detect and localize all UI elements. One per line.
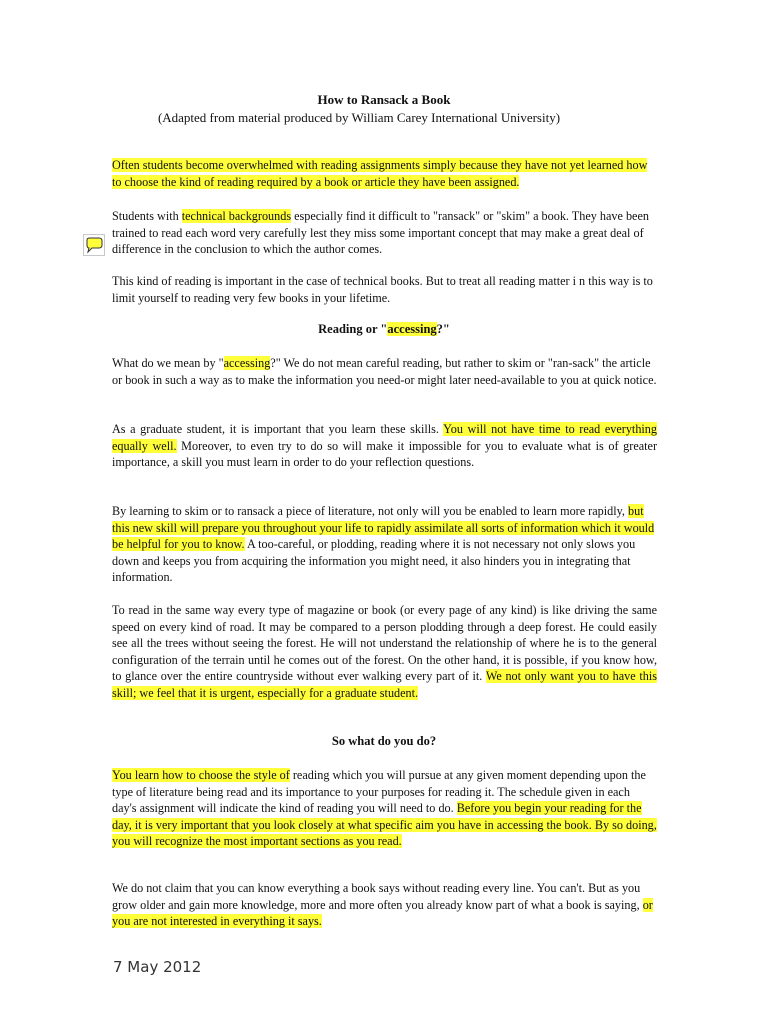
text-run: What do we mean by ": [112, 356, 224, 370]
text-run: To read in the same way every type of magazine or book (or every page of any kind) is like driving the same speed on every kind of road. It may be compared to a person plodding through a deep forest. He could easily see all the trees without seeing the forest. He will not understand the relationship of where he is to the general configuration of the terrain until he comes out of the forest. On the other hand, it is possible, if you know how, to glance over the entire countryside without ever walking every part of it.: [112, 603, 657, 684]
highlight: but this new skill will prepare you throughout your life to rapidly assimilate all sorts of information which it would be helpful for you to know.: [112, 504, 655, 552]
highlight: Often students become overwhelmed with reading assignments simply because they have not yet learned how to choose the kind of reading required by a book or article they have been assigned.: [112, 158, 648, 189]
paragraph-2: [112, 208, 657, 258]
highlight: accessing: [223, 356, 271, 370]
paragraph-1: [112, 157, 657, 190]
text-run: As a graduate student, it is important that you learn these skills.: [112, 422, 444, 436]
highlight: You learn how to choose the style of: [112, 768, 290, 782]
paragraph-8: [112, 767, 657, 850]
text-run: Students with: [112, 209, 182, 223]
text-run: Moreover, to even try to do so will make it impossible for you to evaluate what is of greater importance, a skill you must learn in order to do your reflection questions.: [112, 438, 658, 470]
text-run: We do not claim that you can know everything a book says without reading every line. You can't. But as you grow older and gain more knowledge, more and more often you already know part of what a book is saying,: [112, 881, 643, 912]
paragraph-9: [112, 880, 657, 930]
highlight: accessing: [387, 322, 437, 336]
paragraph-7: [112, 602, 657, 702]
text-run: A too-careful, or plodding, reading where it is not necessary not only slows you down and keeps you from acquiring the information you might need, it also hinders you in integrating that information.: [112, 537, 636, 585]
highlight: Before you begin your reading for the day, it is very important that you look closely at what specific aim you have in accessing the book. By so doing, you will recognize the most important sections as you read.: [112, 801, 657, 849]
section-heading-reading: [0, 322, 768, 337]
paragraph-6: [112, 503, 657, 586]
highlight: We not only want you to have this skill; we feel that it is urgent, especially for a graduate student.: [112, 669, 657, 700]
paragraph-5: [112, 421, 657, 471]
section-heading-what-do: So what do you do?: [331, 734, 437, 748]
document-subtitle: (Adapted from material produced by William Carey International University): [157, 110, 561, 125]
highlight: or you are not interested in everything it says.: [112, 897, 653, 929]
highlight: You will not have time to read everything equally well.: [112, 422, 657, 453]
comment-bubble-icon[interactable]: [83, 234, 105, 256]
text-run: reading which you will pursue at any given moment depending upon the type of literature being read and its importance to your purposes for reading it. The schedule given in each day's assignment will indicate the kind of reading you will need to do.: [112, 768, 646, 816]
highlight: technical backgrounds: [181, 209, 292, 223]
paragraph-4: [112, 355, 657, 388]
footer-date: 7 May 2012: [113, 958, 202, 976]
text-run: Reading or ": [318, 322, 388, 336]
text-run: By learning to skim or to ransack a piece of literature, not only will you be enabled to learn more rapidly,: [112, 504, 629, 518]
text-run: ?": [436, 322, 450, 336]
text-run: ?" We do not mean careful reading, but rather to skim or "ran-sack" the article or book in such a way as to make the information you need-or might later need-available to you at quick notice.: [112, 356, 657, 387]
paragraph-3: This kind of reading is important in the case of technical books. But to treat all reading matter i n this way is to limit yourself to reading very few books in your lifetime.: [112, 274, 653, 305]
document-title: How to Ransack a Book: [317, 92, 451, 107]
text-run: especially find it difficult to "ransack" or "skim" a book. They have been trained to read each word very carefully lest they miss some important concept that may make a great deal of difference in the conclusion to which the author comes.: [112, 209, 649, 257]
